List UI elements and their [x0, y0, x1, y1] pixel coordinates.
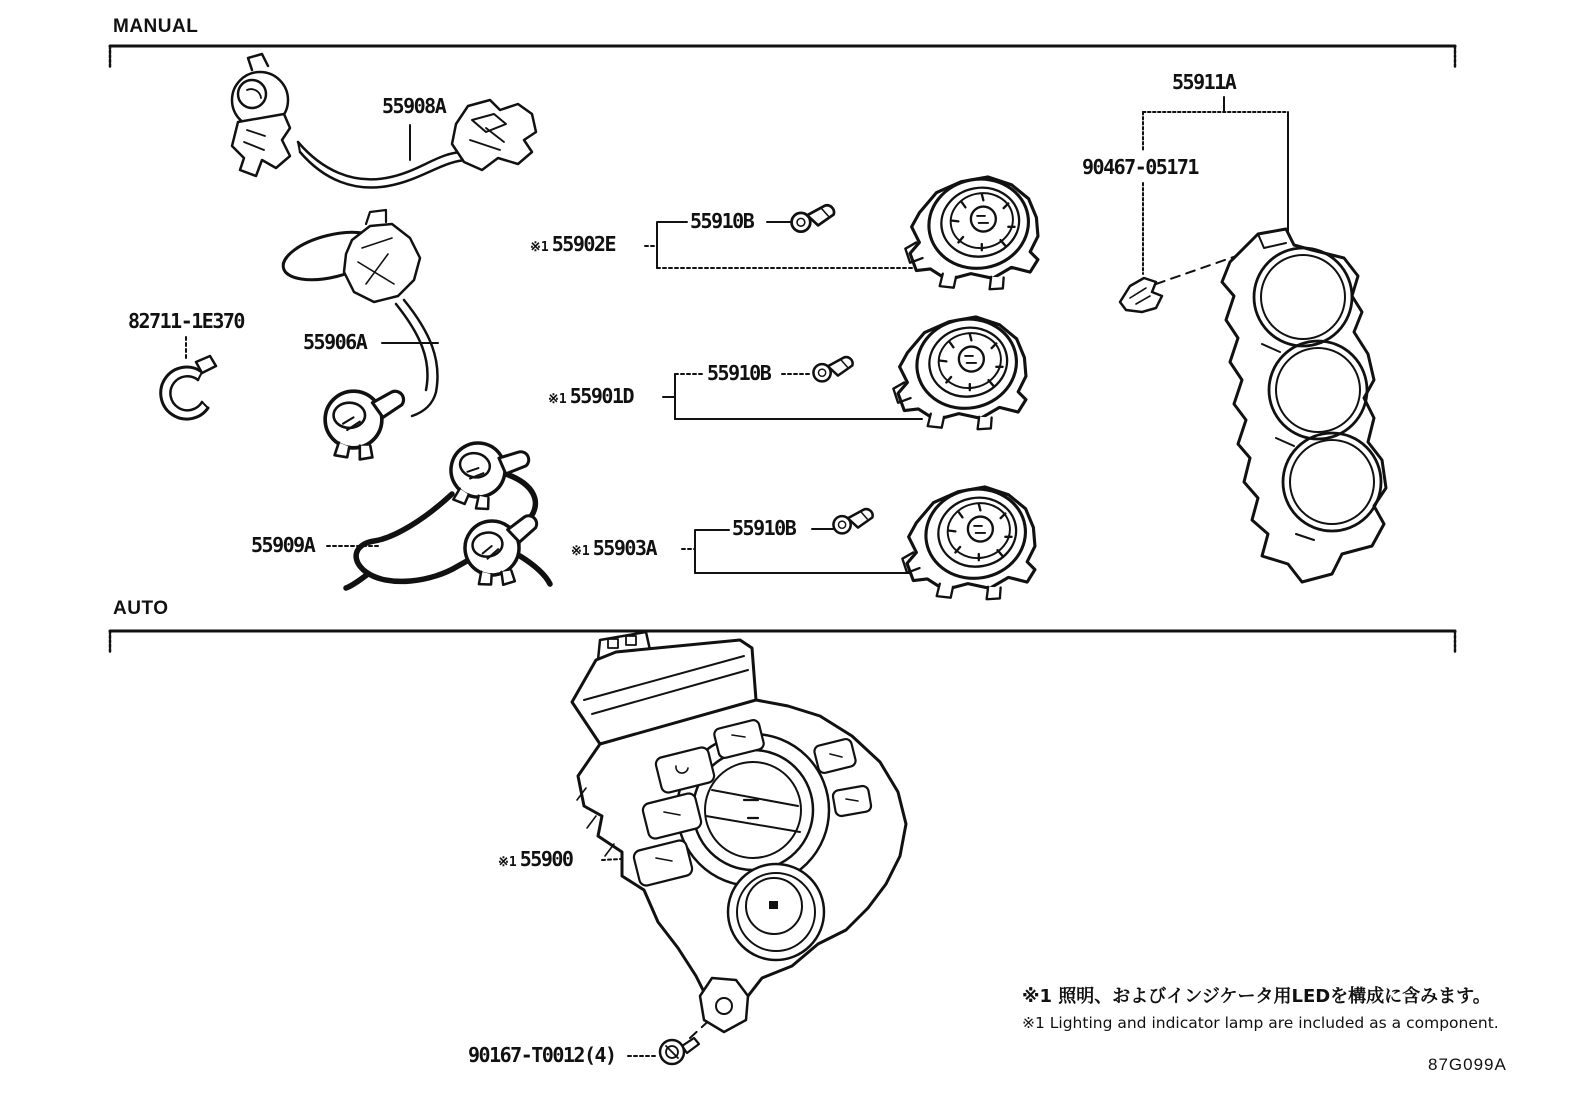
part-55908a-right-switch [452, 100, 536, 170]
part-55910b-bulb-icon-1 [792, 205, 834, 231]
auto-section-border [110, 631, 1455, 652]
footnote-japanese: ※1 照明、およびインジケータ用LEDを構成に含みます。 [1022, 986, 1491, 1007]
part-55901d-knob [893, 311, 1026, 429]
section-label-manual: MANUAL [113, 16, 199, 37]
leader-55903a-row [682, 529, 918, 573]
note-ref-3: ※1 [571, 544, 590, 559]
part-label-90467: 90467-05171 [1082, 155, 1198, 179]
note-ref-1: ※1 [530, 240, 549, 255]
part-label-55903a: ※1 55903A [571, 536, 656, 560]
part-55910b-bulb-icon-2 [813, 357, 852, 381]
part-55909a-socket-bottom [462, 515, 545, 590]
note-ref-4: ※1 [498, 855, 517, 870]
part-label-55900: ※1 55900 [498, 847, 573, 871]
part-82711-clamp-drawing [161, 356, 216, 419]
part-label-55902e: ※1 55902E [530, 232, 615, 256]
part-55908a-left-switch [232, 54, 290, 176]
part-label-55910b-3: 55910B [732, 516, 796, 540]
part-55910b-bulb-icon-3 [833, 509, 872, 533]
section-label-auto: AUTO [113, 598, 169, 619]
part-label-55911a: 55911A [1172, 70, 1236, 94]
part-label-55910b-1: 55910B [690, 209, 754, 233]
part-label-82711: 82711-1E370 [128, 309, 244, 333]
note-ref-2: ※1 [548, 392, 567, 407]
part-55902e-knob [905, 171, 1038, 289]
part-55906a-socket [325, 391, 403, 459]
part-55908a-drawing [232, 54, 536, 188]
footnote-english: ※1 Lighting and indicator lamp are included as a component. [1022, 1014, 1499, 1032]
part-label-55909a: 55909A [251, 533, 315, 557]
leader-55901d-row [663, 374, 922, 419]
leader-55902e-row [645, 222, 922, 268]
manual-section-border [110, 46, 1455, 68]
part-label-55901d: ※1 55901D [548, 384, 633, 408]
figure-code: 87G099A [1428, 1055, 1507, 1074]
part-90467-clip-drawing [1120, 278, 1162, 312]
part-label-55906a: 55906A [303, 330, 367, 354]
part-55900-drawing [572, 632, 906, 1032]
part-label-55910b-2: 55910B [707, 361, 771, 385]
part-label-55908a: 55908A [382, 94, 446, 118]
part-90167-screw-drawing [660, 1038, 699, 1064]
part-55903a-knob [902, 481, 1035, 599]
part-55911a-drawing [1222, 229, 1386, 582]
part-label-90167: 90167-T0012(4) [468, 1043, 616, 1067]
part-55909a-drawing [346, 438, 550, 589]
